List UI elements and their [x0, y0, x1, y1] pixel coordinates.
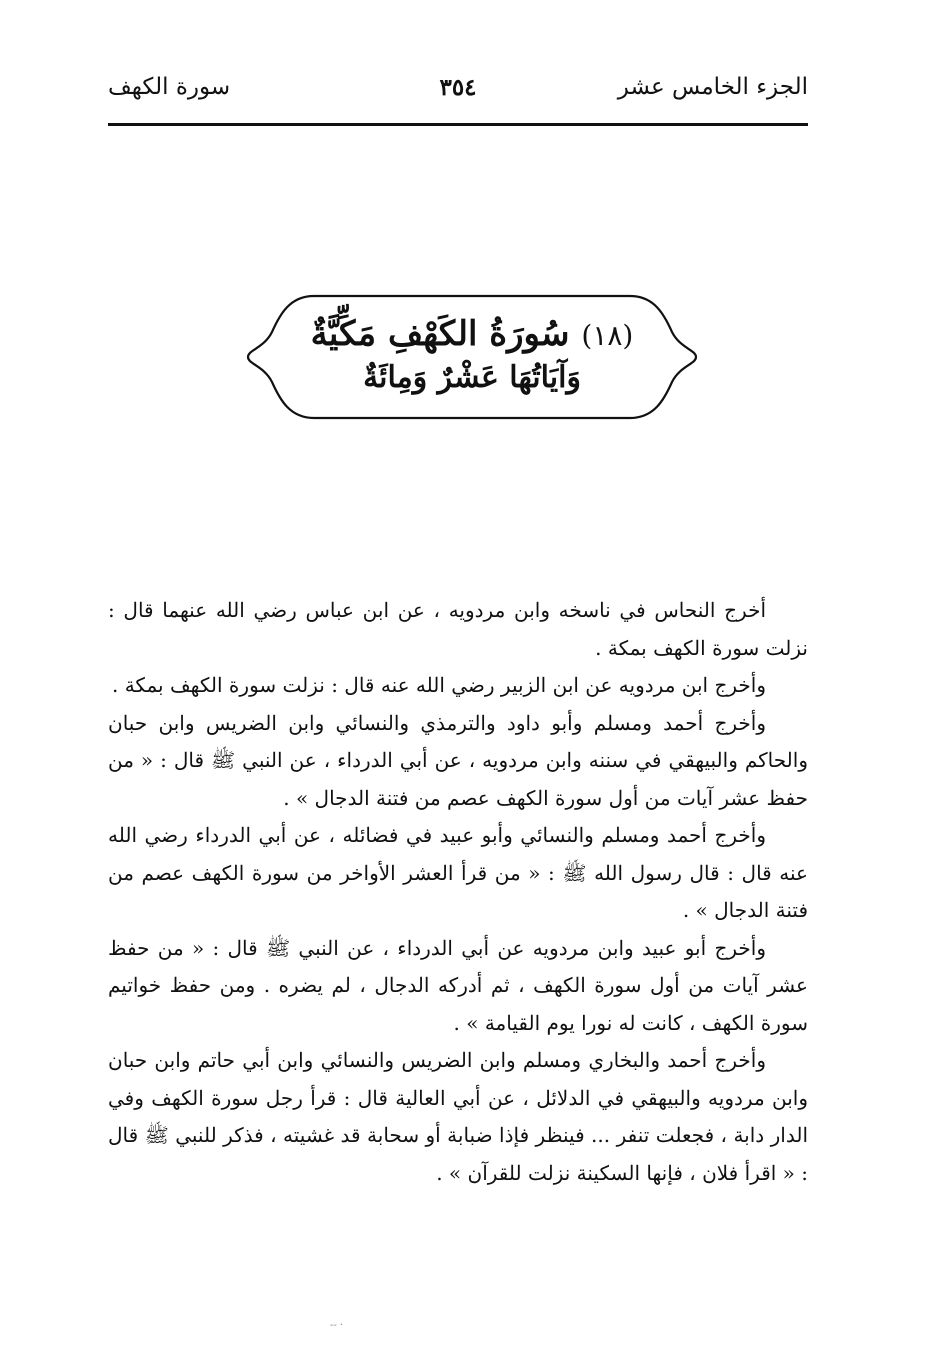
paragraph: أخرج النحاس في ناسخه وابن مردويه ، عن ابن عباس رضي الله عنهما قال : نزلت سورة الكهف بمكة . [108, 598, 808, 660]
paragraph: وأخرج أبو عبيد وابن مردويه عن أبي الدرداء ، عن النبي ﷺ قال : « من حفظ عشر آيات من أول سورة الكهف ، ثم أدركه الدجال ، لم يضره . ومن حفظ خواتيم سورة الكهف ، كانت له نورا يوم القيامة » . [108, 935, 808, 1035]
running-header [108, 70, 808, 114]
paragraph: وأخرج ابن مردويه عن ابن الزبير رضي الله عنه قال : نزلت سورة الكهف بمكة . [111, 673, 766, 697]
surah-title-cartouche [244, 292, 700, 422]
header-divider [108, 123, 808, 126]
surah-title [244, 314, 700, 354]
cartouche-frame-icon [244, 292, 700, 422]
surah-name: سُورَةُ الكَهْفِ مَكِّيَّةٌ [310, 314, 570, 354]
bottom-mark: -- · [330, 1320, 344, 1331]
surah-number: (١٨) [581, 319, 634, 352]
page-number: ٣٥٤ [439, 74, 477, 101]
paragraph: وأخرج أحمد والبخاري ومسلم وابن الضريس والنسائي وابن أبي حاتم وابن حبان وابن مردويه والبيهقي في الدلائل ، عن أبي العالية قال : قرأ رجل سورة الكهف وفي الدار دابة ، فجعلت تنفر ... فينظر فإذا ضبابة أو سحابة قد غشيته ، فذكر للنبي ﷺ قال : « اقرأ فلان ، فإنها السكينة نزلت للقرآن » . [108, 1048, 808, 1185]
paragraph: وأخرج أحمد ومسلم وأبو داود والترمذي والنسائي وابن الضريس وابن حبان والحاكم والبيهقي في سننه وابن مردويه ، عن أبي الدرداء ، عن النبي ﷺ قال : « من حفظ عشر آيات من أول سورة الكهف عصم من فتنة الدجال » . [108, 710, 808, 810]
surah-verse-count: وَآيَاتُهَا عَشْرٌ وَمِائَةٌ [363, 360, 581, 395]
paragraph: وأخرج أحمد ومسلم والنسائي وأبو عبيد في فضائله ، عن أبي الدرداء رضي الله عنه قال : قال رسول الله ﷺ : « من قرأ العشر الأواخر من سورة الكهف عصم من فتنة الدجال » . [108, 823, 808, 922]
body-text [108, 592, 808, 1192]
header-part-label: الجزء الخامس عشر [617, 74, 808, 100]
header-surah-name: سورة الكهف [108, 74, 231, 100]
